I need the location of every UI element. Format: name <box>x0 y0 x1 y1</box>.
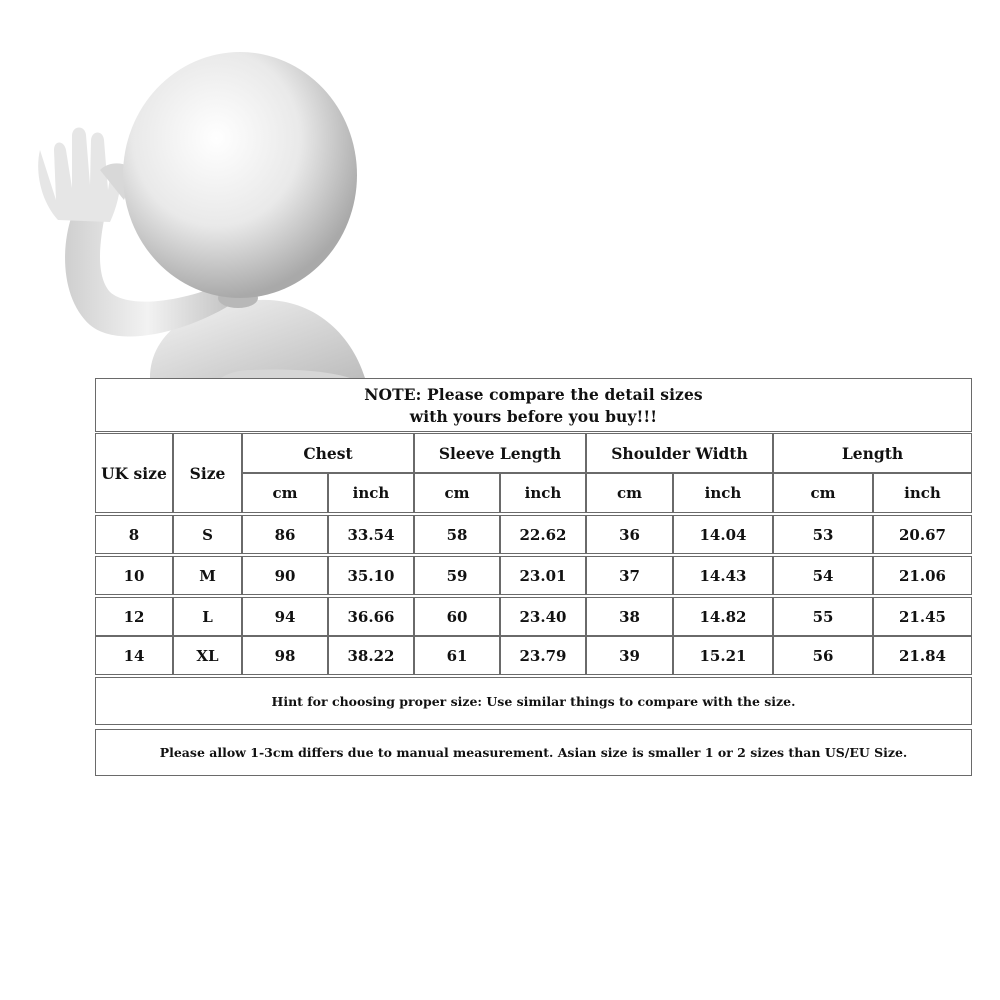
measurement-note-text: Please allow 1-3cm differs due to manual measurement. Asian size is smaller 1 or 2 sizes than US/EU Size. <box>159 745 908 760</box>
cell-sleeve-cm: 60 <box>414 597 500 636</box>
cell-chest-cm: 86 <box>242 515 328 554</box>
cell-uk-size: 14 <box>95 636 173 675</box>
note-line-1: NOTE: Please compare the detail sizes <box>364 385 703 404</box>
cell-sleeve-cm: 59 <box>414 556 500 595</box>
header-chest: Chest <box>242 433 414 473</box>
cell-sleeve-inch: 23.01 <box>500 556 586 595</box>
cell-uk-size: 12 <box>95 597 173 636</box>
cell-length-inch: 21.84 <box>873 636 972 675</box>
cell-length-cm: 56 <box>773 636 873 675</box>
cell-size: S <box>173 515 242 554</box>
cell-length-cm: 55 <box>773 597 873 636</box>
cell-sleeve-inch: 23.79 <box>500 636 586 675</box>
cell-size: M <box>173 556 242 595</box>
cell-length-inch: 20.67 <box>873 515 972 554</box>
mascot-hand <box>38 128 135 223</box>
cell-shoulder-cm: 38 <box>586 597 673 636</box>
cell-chest-inch: 33.54 <box>328 515 414 554</box>
cell-chest-cm: 90 <box>242 556 328 595</box>
cell-sleeve-cm: 61 <box>414 636 500 675</box>
header-uk-size: UK size <box>95 433 173 513</box>
unit-header: inch <box>873 473 972 513</box>
cell-shoulder-inch: 15.21 <box>673 636 773 675</box>
cell-chest-cm: 98 <box>242 636 328 675</box>
unit-header: cm <box>586 473 673 513</box>
unit-header: cm <box>414 473 500 513</box>
header-sleeve-length: Sleeve Length <box>414 433 586 473</box>
unit-header: inch <box>328 473 414 513</box>
cell-chest-inch: 36.66 <box>328 597 414 636</box>
cell-shoulder-cm: 39 <box>586 636 673 675</box>
header-size: Size <box>173 433 242 513</box>
cell-chest-inch: 38.22 <box>328 636 414 675</box>
measurement-note <box>95 729 972 776</box>
header-length: Length <box>773 433 972 473</box>
cell-size: L <box>173 597 242 636</box>
size-hint-text: Hint for choosing proper size: Use similar things to compare with the size. <box>271 693 796 709</box>
cell-length-cm: 53 <box>773 515 873 554</box>
cell-shoulder-inch: 14.43 <box>673 556 773 595</box>
cell-uk-size: 8 <box>95 515 173 554</box>
cell-sleeve-inch: 23.40 <box>500 597 586 636</box>
note-banner <box>95 378 972 432</box>
cell-shoulder-cm: 36 <box>586 515 673 554</box>
note-line-2: with yours before you buy!!! <box>409 407 658 426</box>
unit-header: inch <box>673 473 773 513</box>
cell-length-cm: 54 <box>773 556 873 595</box>
cell-shoulder-inch: 14.04 <box>673 515 773 554</box>
cell-chest-inch: 35.10 <box>328 556 414 595</box>
unit-header: cm <box>773 473 873 513</box>
size-hint <box>95 677 972 725</box>
cell-sleeve-cm: 58 <box>414 515 500 554</box>
cell-shoulder-inch: 14.82 <box>673 597 773 636</box>
unit-header: inch <box>500 473 586 513</box>
header-shoulder-width: Shoulder Width <box>586 433 773 473</box>
mascot-head <box>123 52 357 298</box>
cell-length-inch: 21.45 <box>873 597 972 636</box>
cell-shoulder-cm: 37 <box>586 556 673 595</box>
unit-header: cm <box>242 473 328 513</box>
cell-uk-size: 10 <box>95 556 173 595</box>
cell-length-inch: 21.06 <box>873 556 972 595</box>
cell-size: XL <box>173 636 242 675</box>
cell-chest-cm: 94 <box>242 597 328 636</box>
cell-sleeve-inch: 22.62 <box>500 515 586 554</box>
